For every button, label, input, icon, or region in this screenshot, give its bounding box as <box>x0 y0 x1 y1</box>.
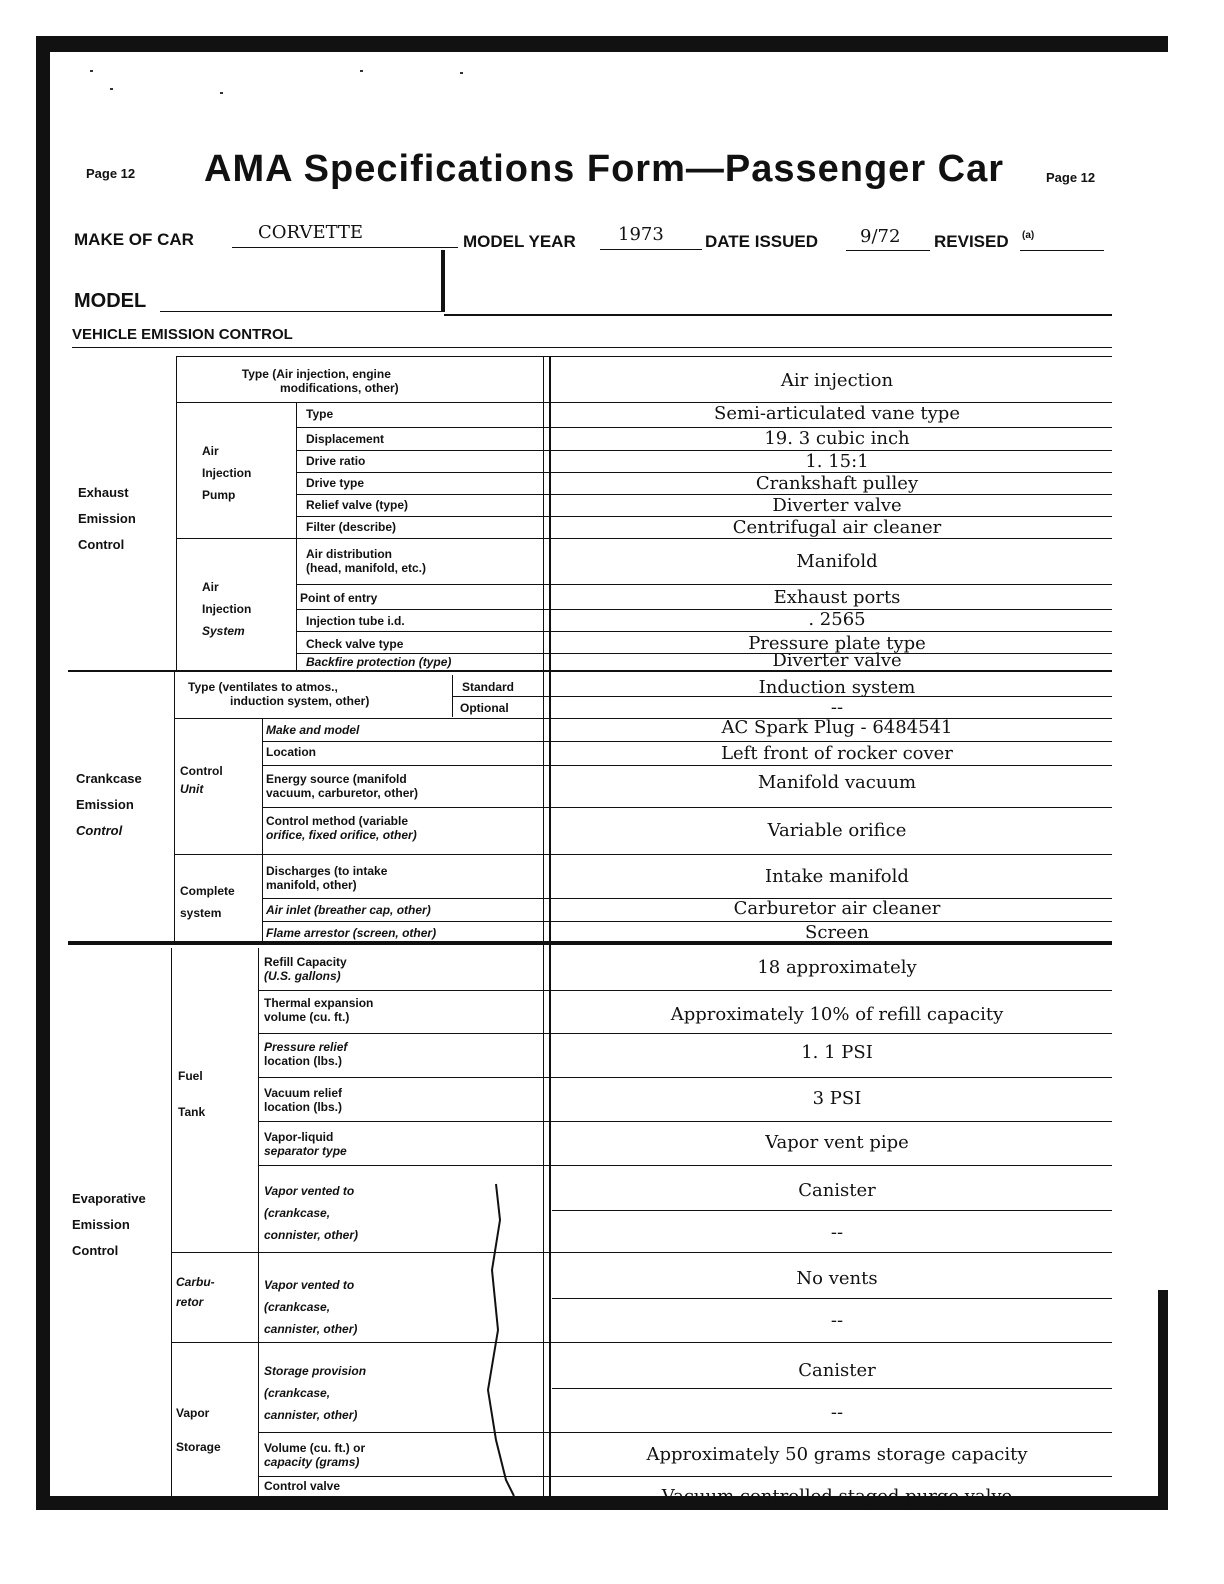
issued-underline <box>846 250 930 251</box>
grid-line <box>171 948 172 1496</box>
grid-line <box>174 671 175 941</box>
scan-border-top <box>36 36 1168 52</box>
discharges-value: Intake manifold <box>765 866 909 887</box>
grid-line <box>552 1210 1112 1211</box>
model-rule <box>444 314 1112 316</box>
air-injection-pump-label: Air Injection Pump <box>202 444 252 502</box>
storage-provision-value: Canister <box>798 1360 876 1381</box>
pressure-relief-value: 1. 1 PSI <box>801 1042 873 1063</box>
scan-speck <box>460 72 463 74</box>
grid-line <box>552 1388 1112 1389</box>
carb-vapor-vented-value-2: -- <box>830 1310 844 1331</box>
grid-line <box>552 1298 1112 1299</box>
year-underline <box>600 249 702 250</box>
flame-arrestor-label: Flame arrestor (screen, other) <box>266 926 437 940</box>
model-underline <box>160 311 442 312</box>
scan-border-left <box>36 36 50 1510</box>
carb-vapor-vented-label: Vapor vented to (crankcase, cannister, other) <box>264 1278 358 1336</box>
revised-mark: (a) <box>1022 230 1035 241</box>
point-of-entry-value: Exhaust ports <box>773 587 901 608</box>
backfire-value: Diverter valve <box>772 650 902 671</box>
make-value: CORVETTE <box>258 222 364 243</box>
injection-tube-label: Injection tube i.d. <box>306 614 405 628</box>
form-title: AMA Specifications Form—Passenger Car <box>204 148 1005 190</box>
air-inlet-label: Air inlet (breather cap, other) <box>266 903 431 917</box>
scan-speck <box>360 70 363 72</box>
make-model-value: AC Spark Plug - 6484541 <box>721 717 953 738</box>
location-label: Location <box>266 745 316 759</box>
scan-speck <box>220 92 223 94</box>
tank-vapor-vented-label: Vapor vented to (crankcase, connister, other) <box>264 1184 359 1242</box>
grid-line <box>258 1033 1112 1034</box>
filter-label: Filter (describe) <box>306 520 397 534</box>
make-model-label: Make and model <box>266 723 360 737</box>
vent-type-label: Type (ventilates to atmos., induction system, other) <box>188 680 370 708</box>
grid-line <box>258 1432 1112 1433</box>
grid-line <box>262 765 1112 766</box>
drive-ratio-value: 1. 15:1 <box>805 451 869 472</box>
energy-source-value: Manifold vacuum <box>757 772 917 793</box>
exhaust-group-label: Exhaust Emission Control <box>78 485 136 552</box>
grid-line <box>258 1165 1112 1166</box>
drive-type-value: Crankshaft pulley <box>755 473 919 494</box>
tank-vapor-vented-value: Canister <box>798 1180 876 1201</box>
relief-valve-label: Relief valve (type) <box>306 498 409 512</box>
vacuum-relief-label: Vacuum relief location (lbs.) <box>264 1086 343 1114</box>
storage-provision-value-2: -- <box>830 1402 844 1423</box>
separator-value: Vapor vent pipe <box>765 1132 909 1153</box>
revised-underline <box>1020 250 1104 251</box>
displacement-value: 19. 3 cubic inch <box>764 428 910 449</box>
drive-type-label: Drive type <box>306 476 365 490</box>
point-of-entry-label: Point of entry <box>300 591 378 605</box>
air-distribution-value: Manifold <box>796 551 878 572</box>
control-unit-label: Control Unit <box>180 764 223 796</box>
control-method-label: Control method (variable orifice, fixed orifice, other) <box>266 814 417 842</box>
grid-line <box>262 807 1112 808</box>
standard-label: Standard <box>462 680 515 694</box>
page-number-right: Page 12 <box>1046 170 1096 185</box>
scan-speck <box>90 70 93 72</box>
model-year-label: MODEL YEAR <box>463 232 576 251</box>
control-valve-value <box>552 1487 1122 1496</box>
model-label: MODEL <box>74 290 147 312</box>
section-rule <box>72 347 1112 348</box>
grid-line <box>543 356 544 1496</box>
control-method-value: Variable orifice <box>767 820 907 841</box>
tank-vapor-vented-value-2: -- <box>830 1222 844 1243</box>
thermal-expansion-label: Thermal expansion volume (cu. ft.) <box>264 996 374 1024</box>
grid-line <box>176 356 1112 357</box>
backfire-label: Backfire protection (type) <box>306 655 452 669</box>
make-underline <box>232 247 458 248</box>
grid-line <box>549 356 551 1496</box>
section-title: VEHICLE EMISSION CONTROL <box>72 326 293 343</box>
make-label: MAKE OF CAR <box>74 230 194 249</box>
grid-line <box>258 1121 1112 1122</box>
volume-label: Volume (cu. ft.) or capacity (grams) <box>264 1441 366 1469</box>
grid-line <box>296 631 1112 632</box>
drive-ratio-label: Drive ratio <box>306 454 366 468</box>
thermal-expansion-value: Approximately 10% of refill capacity <box>670 1004 1004 1025</box>
control-valve-label: Control valve <box>264 1479 341 1493</box>
separator-label: Vapor-liquid separator type <box>264 1130 347 1158</box>
filter-value: Centrifugal air cleaner <box>732 517 942 538</box>
air-distribution-label: Air distribution (head, manifold, etc.) <box>306 547 427 575</box>
carb-vapor-vented-value: No vents <box>796 1268 878 1289</box>
scan-border-right <box>1158 1290 1168 1510</box>
discharges-label: Discharges (to intake manifold, other) <box>266 864 388 892</box>
storage-provision-label: Storage provision (crankcase, cannister, other) <box>264 1364 367 1422</box>
carburetor-label: Carbu- retor <box>176 1275 215 1309</box>
pump-type-value: Semi-articulated vane type <box>714 403 960 424</box>
revised-label: REVISED <box>934 232 1009 251</box>
volume-value: Approximately 50 grams storage capacity <box>646 1444 1028 1465</box>
grid-line <box>258 990 1112 991</box>
grid-line <box>174 854 1112 855</box>
type-label: Type (Air injection, engine modifications, other) <box>241 367 399 395</box>
pressure-relief-label: Pressure relief location (lbs.) <box>264 1040 348 1068</box>
grid-line <box>258 1077 1112 1078</box>
grid-line <box>171 1252 1112 1253</box>
vapor-storage-label: Vapor Storage <box>176 1406 221 1454</box>
grid-line <box>296 402 297 670</box>
model-year-value: 1973 <box>618 224 664 245</box>
date-issued-value: 9/72 <box>860 226 901 247</box>
grid-line <box>262 719 263 941</box>
standard-value: Induction system <box>758 677 916 698</box>
model-divider <box>441 250 445 312</box>
flame-arrestor-value: Screen <box>805 922 869 943</box>
energy-source-label: Energy source (manifold vacuum, carburetor, other) <box>266 772 419 800</box>
optional-label: Optional <box>460 701 509 715</box>
check-valve-value: Pressure plate type <box>748 633 926 654</box>
vacuum-relief-value: 3 PSI <box>812 1088 862 1109</box>
type-value: Air injection <box>780 370 894 391</box>
grid-line <box>171 1342 1112 1343</box>
date-issued-label: DATE ISSUED <box>705 232 819 251</box>
fuel-tank-label: Fuel Tank <box>178 1069 206 1119</box>
location-value: Left front of rocker cover <box>721 743 953 764</box>
scan-crack-mark <box>470 1180 530 1500</box>
grid-line <box>176 538 1112 539</box>
refill-capacity-value: 18 approximately <box>757 957 917 978</box>
complete-system-label: Complete system <box>180 884 235 920</box>
grid-line <box>296 584 1112 585</box>
injection-tube-value: . 2565 <box>808 609 866 630</box>
air-inlet-value: Carburetor air cleaner <box>733 898 941 919</box>
displacement-label: Displacement <box>306 432 385 446</box>
optional-value: -- <box>830 697 844 718</box>
page-number-left: Page 12 <box>86 166 136 181</box>
relief-valve-value: Diverter valve <box>772 495 902 516</box>
grid-line <box>258 948 259 1496</box>
pump-type-label: Type <box>306 407 334 421</box>
check-valve-label: Check valve type <box>306 637 404 651</box>
crankcase-group-label: Crankcase Emission Control <box>76 771 142 838</box>
grid-line <box>176 356 177 670</box>
scan-speck <box>110 88 113 90</box>
evaporative-group-label: Evaporative Emission Control <box>72 1191 146 1258</box>
refill-capacity-label: Refill Capacity (U.S. gallons) <box>264 955 347 983</box>
grid-line <box>262 741 1112 742</box>
grid-line <box>258 1476 1112 1477</box>
air-injection-system-label: Air Injection System <box>202 580 252 638</box>
